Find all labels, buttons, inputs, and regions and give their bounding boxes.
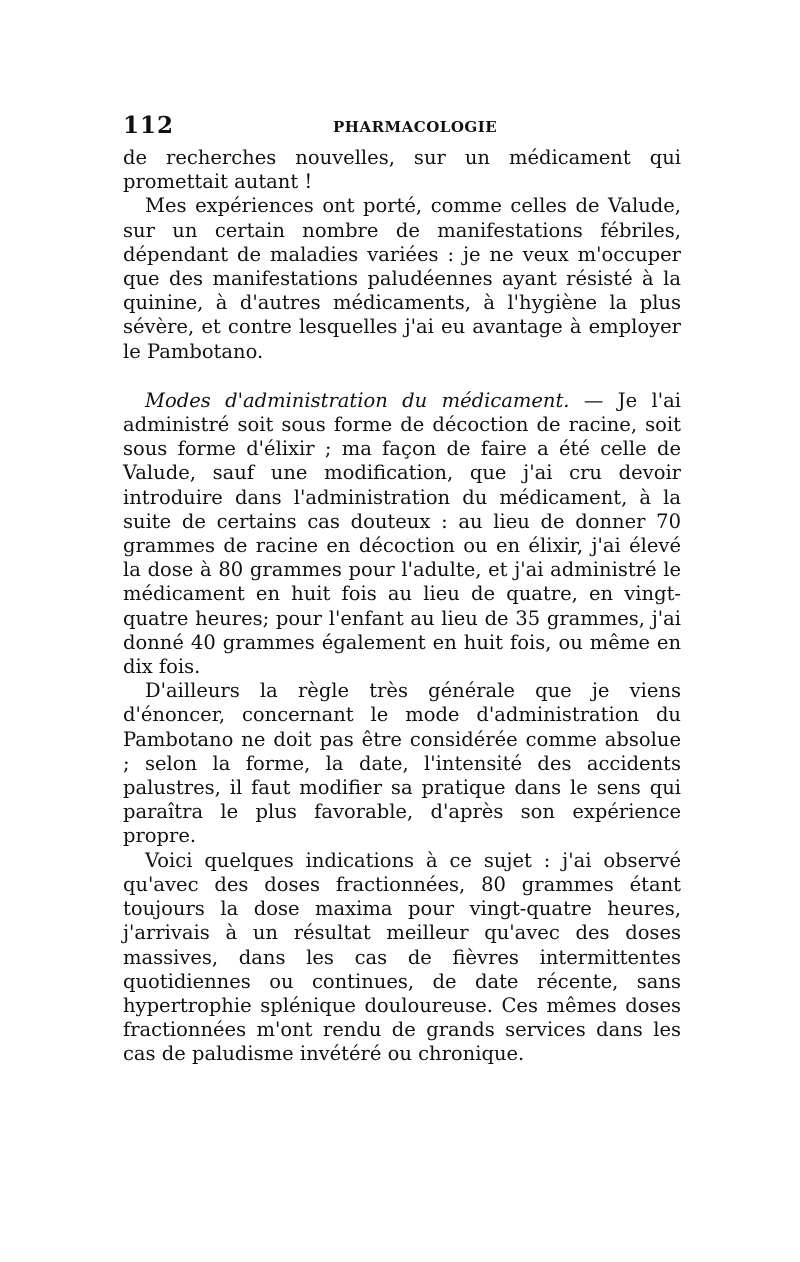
page-number: 112 (123, 112, 175, 139)
page-header (123, 112, 681, 140)
paragraph-4: D'ailleurs la règle très générale que je viens d'énoncer, concernant le mode d'administration du Pambotano ne doit pas être considérée comme absolue ; selon la forme, la date, l'intensité des accidents palustres, il faut modifier sa pratique dans le sens qui paraîtra le plus favorable, d'après son expérience propre. (123, 679, 681, 848)
section-title: Modes d'administration du médicament. (145, 388, 570, 412)
paragraph-5: Voici quelques indications à ce sujet : j'ai observé qu'avec des doses fractionnées, 80 grammes étant toujours la dose maxima pour vingt-quatre heures, j'arrivais à un résultat meilleur qu'avec des doses massives, dans les cas de fièvres intermittentes quotidiennes ou continues, de date récente, sans hypertrophie splénique douloureuse. Ces mêmes doses fractionnées m'ont rendu de grands services dans les cas de paludisme invétéré ou chronique. (123, 848, 681, 1066)
paragraph-3-text: — Je l'ai administré soit sous forme de décoction de racine, soit sous forme d'élixir ; ma façon de faire a été celle de Valude, sauf une modification, que j'ai cru devoir introduire dans l'administration du médicament, à la suite de certains cas douteux : au lieu de donner 70 grammes de racine en décoction ou en élixir, j'ai élevé la dose à 80 grammes pour l'adulte, et j'ai administré le médicament en huit fois au lieu de quatre, en vingt-quatre heures; pour l'enfant au lieu de 35 grammes, j'ai donné 40 grammes également en huit fois, ou même en dix fois. (123, 388, 681, 679)
body-text (123, 146, 681, 1067)
paragraph-1: de recherches nouvelles, sur un médicament qui promettait autant ! (123, 146, 681, 194)
paragraph-3 (123, 389, 681, 679)
paragraph-2: Mes expériences ont porté, comme celles de Valude, sur un certain nombre de manifestations fébriles, dépendant de maladies variées : je ne veux m'occuper que des manifestations paludéennes ayant résisté à la quinine, à d'autres médicaments, à l'hygiène la plus sévère, et contre lesquelles j'ai eu avantage à employer le Pambotano. (123, 194, 681, 363)
paragraph-gap (123, 364, 681, 389)
running-title: PHARMACOLOGIE (333, 118, 498, 136)
